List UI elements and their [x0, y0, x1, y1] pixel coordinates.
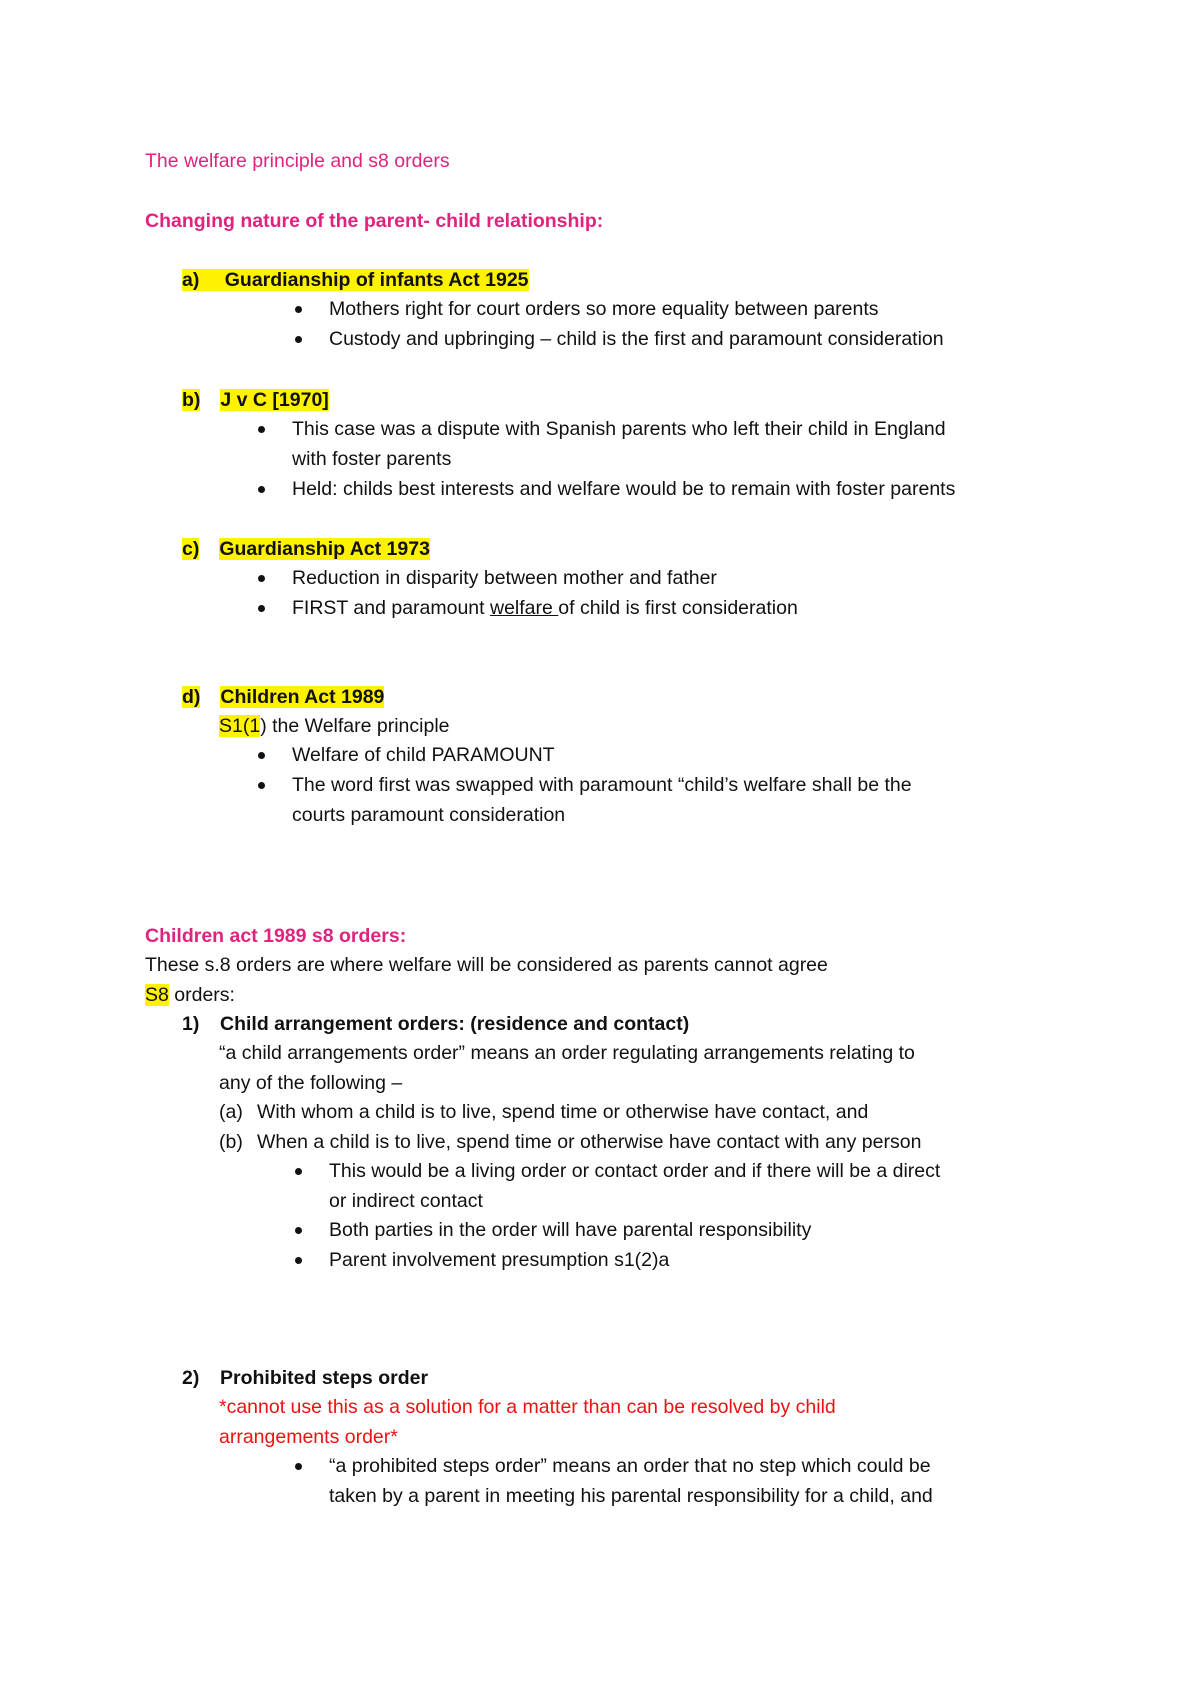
bullet-text-continued: courts paramount consideration — [292, 804, 566, 826]
bullet-text: Held: childs best interests and welfare would be to remain with foster parents — [292, 478, 956, 500]
bullet-icon — [258, 782, 265, 789]
bullet-text-part: FIRST and paramount — [292, 597, 490, 619]
list-item-1 — [182, 1009, 689, 1039]
sub-item-text: When a child is to live, spend time or otherwise have contact with any person — [257, 1131, 922, 1153]
list-item-d — [182, 682, 384, 712]
bullet-icon — [258, 605, 265, 612]
sub-marker: (b) — [219, 1131, 243, 1153]
sub-item-a — [219, 1097, 868, 1127]
welfare-principle-line — [219, 711, 450, 741]
list-item-label: Children Act 1989 — [220, 686, 385, 708]
list-marker: d) — [182, 686, 201, 708]
bullet-text: Mothers right for court orders so more equality between parents — [329, 298, 879, 320]
bullet-text — [292, 593, 798, 623]
warning-note: *cannot use this as a solution for a matter than can be resolved by child — [219, 1396, 836, 1418]
bullet-icon — [258, 575, 265, 582]
underlined-word: welfare — [490, 597, 559, 619]
bullet-text: Reduction in disparity between mother and father — [292, 567, 717, 589]
bullet-icon — [295, 1463, 302, 1470]
bullet-icon — [258, 426, 265, 433]
list-marker: a) — [182, 269, 200, 291]
sub-item-text: With whom a child is to live, spend time or otherwise have contact, and — [257, 1101, 869, 1123]
list-item-2 — [182, 1363, 428, 1393]
bullet-icon — [295, 1168, 302, 1175]
bullet-text-continued: taken by a parent in meeting his parental responsibility for a child, and — [329, 1485, 933, 1507]
bullet-text-continued: with foster parents — [292, 448, 452, 470]
highlighted-ref: S8 — [145, 984, 169, 1006]
list-item-label: J v C [1970] — [220, 389, 329, 411]
bullet-text: This would be a living order or contact order and if there will be a direct — [329, 1160, 941, 1182]
list-item-b — [182, 385, 329, 415]
list-item-label: Child arrangement orders: (residence and contact) — [220, 1013, 690, 1035]
s8-orders-line — [145, 980, 235, 1010]
list-item-label: Prohibited steps order — [220, 1367, 429, 1389]
definition-text: “a child arrangements order” means an order regulating arrangements relating to — [219, 1042, 915, 1064]
bullet-icon — [258, 486, 265, 493]
list-item-label: Guardianship Act 1973 — [219, 538, 430, 560]
bullet-icon — [295, 1227, 302, 1234]
sub-marker: (a) — [219, 1101, 243, 1123]
bullet-text-continued: or indirect contact — [329, 1190, 483, 1212]
bullet-icon — [295, 1257, 302, 1264]
definition-text-continued: any of the following – — [219, 1072, 403, 1094]
list-item-label: Guardianship of infants Act 1925 — [199, 269, 528, 291]
section-heading-s8-orders: Children act 1989 s8 orders: — [145, 925, 407, 947]
page-title: The welfare principle and s8 orders — [145, 150, 450, 172]
bullet-icon — [295, 336, 302, 343]
section-heading-parent-child: Changing nature of the parent- child relationship: — [145, 210, 604, 232]
bullet-text: This case was a dispute with Spanish parents who left their child in England — [292, 418, 946, 440]
bullet-text: Custody and upbringing – child is the first and paramount consideration — [329, 328, 944, 350]
highlighted-ref: S1(1 — [219, 715, 261, 737]
list-item-c — [182, 534, 430, 564]
list-item-a — [182, 265, 529, 295]
ref-text: orders: — [168, 984, 235, 1006]
list-marker: c) — [182, 538, 200, 560]
list-marker: b) — [182, 389, 201, 411]
ref-text: ) the Welfare principle — [260, 715, 450, 737]
bullet-text: “a prohibited steps order” means an order that no step which could be — [329, 1455, 931, 1477]
bullet-icon — [295, 306, 302, 313]
bullet-text: Parent involvement presumption s1(2)a — [329, 1249, 670, 1271]
sub-item-b — [219, 1127, 921, 1157]
list-marker: 2) — [182, 1367, 200, 1389]
bullet-text-part: of child is first consideration — [558, 597, 798, 619]
list-marker: 1) — [182, 1013, 200, 1035]
bullet-text: Both parties in the order will have parental responsibility — [329, 1219, 812, 1241]
bullet-icon — [258, 752, 265, 759]
bullet-text: The word first was swapped with paramount “child’s welfare shall be the — [292, 774, 912, 796]
intro-paragraph: These s.8 orders are where welfare will be considered as parents cannot agree — [145, 954, 828, 976]
bullet-text: Welfare of child PARAMOUNT — [292, 744, 555, 766]
warning-note-continued: arrangements order* — [219, 1426, 398, 1448]
